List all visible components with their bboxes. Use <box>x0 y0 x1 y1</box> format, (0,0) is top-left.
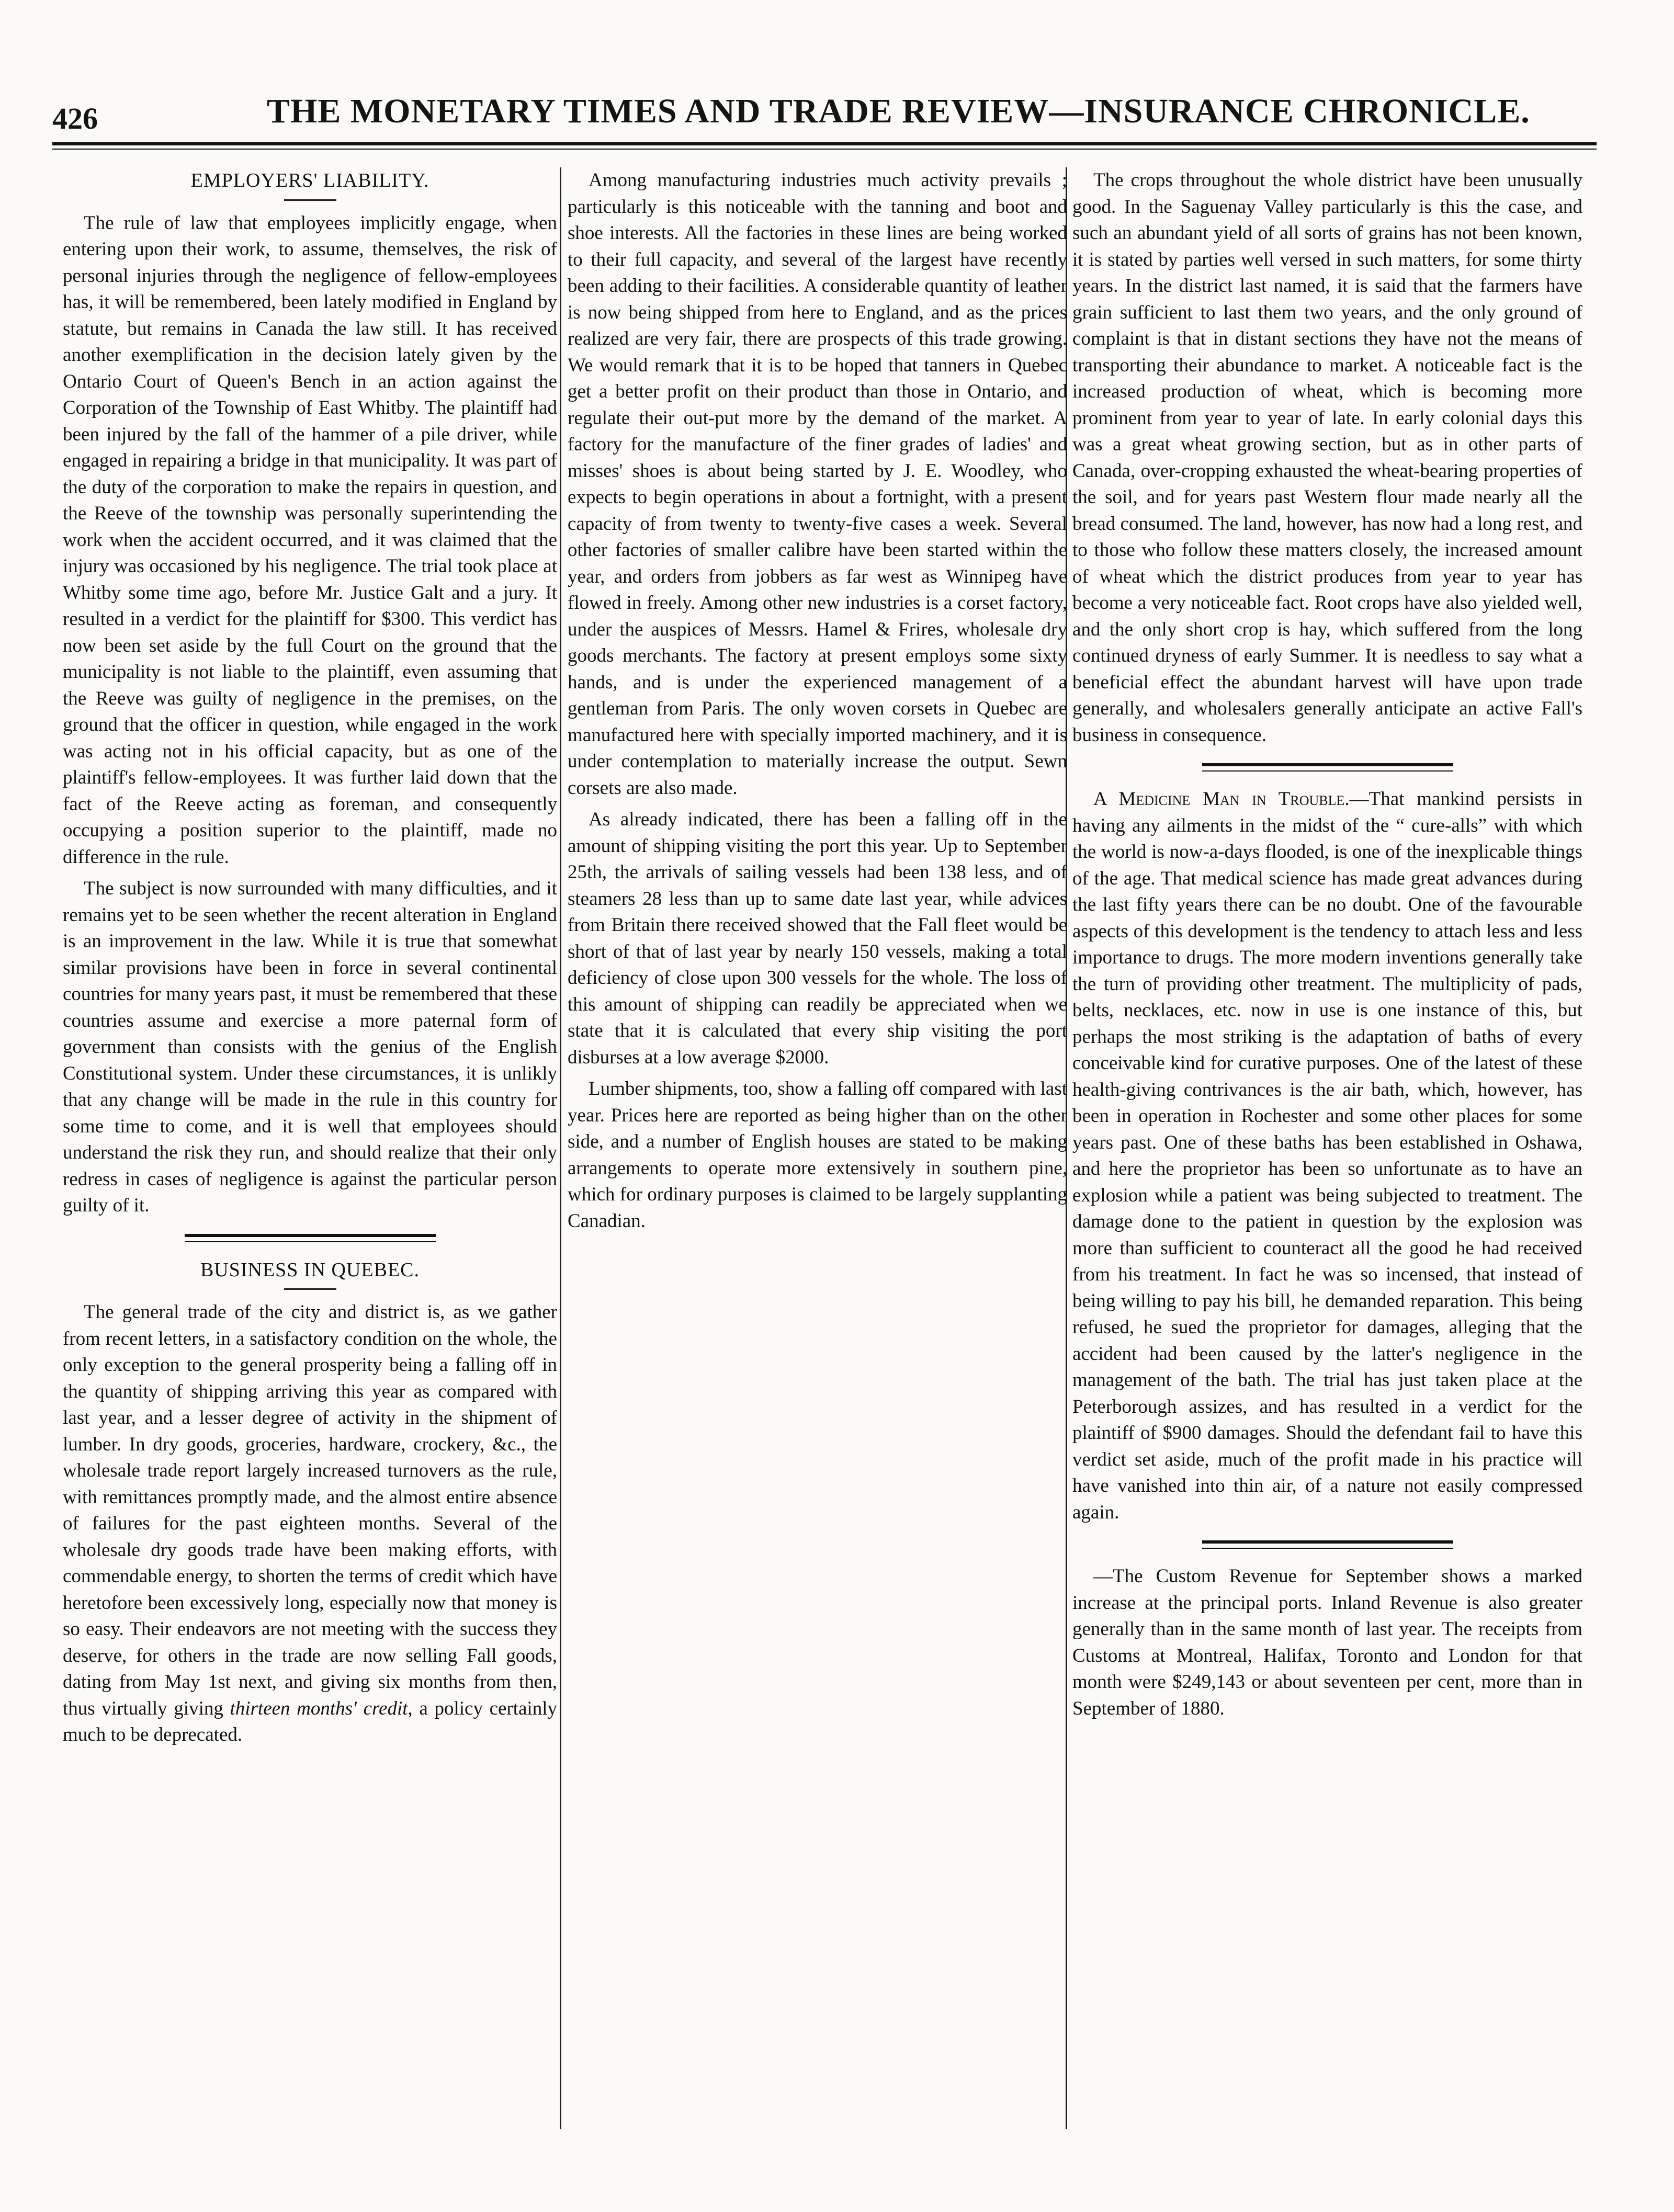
heading-rule <box>284 1288 336 1290</box>
header-rule <box>52 142 1597 150</box>
article-paragraph: Among manufacturing industries much activity prevails ; particularly is this noticeable with the tanning and boot and shoe interests. All the factories in these lines are being worked to their full capacity, and several of the largest have recently been adding to their facilities. A considerable quantity of leather is now being shipped from here to England, and as the prices realized are very fair, there are prospects of this trade growing. We would remark that it is to be hoped that tanners in Quebec get a better profit on their product than those in Ontario, and regulate their out-put more by the demand of the market. A factory for the manufacture of the finer grades of ladies' and misses' shoes is about being started by J. E. Woodley, who expects to begin operations in about a fortnight, with a present capacity of from twenty to twenty-five cases a week. Several other factories of smaller calibre have been started within the year, and orders from jobbers as far west as Winnipeg have flowed in freely. Among other new industries is a corset factory, under the auspices of Messrs. Hamel & Frires, wholesale dry goods merchants. The factory at present employs some sixty hands, and is under the experienced management of a gentleman from Paris. The only woven corsets in Quebec are manufactured here with specially imported machinery, and it is under contemplation to materially increase the output. Sewn corsets are also made. <box>568 169 1067 799</box>
article-paragraph <box>63 1299 557 1749</box>
page-header <box>52 81 1596 139</box>
column-divider <box>560 167 561 2129</box>
article-paragraph: The subject is now surrounded with many difficulties, and it remains yet to be seen whether the recent alteration in England is an improvement in the law. While it is true that somewhat similar provisions have been in force in several continental countries for many years past, it must be remembered that these countries assume and exercise a more paternal form of government than consists with the genius of the English Constitutional system. Under these circumstances, it is unlikly that any change will be made in the rule in this country for some time to come, and it is well that employees should understand the risk they run, and should realize that their only redress in cases of negligence is against the particular person guilty of it. <box>63 878 557 1216</box>
paragraph-text: —That mankind persists in having any ailments in the midst of the “ cure-alls” with which the world is now-a-days flooded, is one of the inexplicable things of the age. That medical science has made great advances during the last fifty years there can be no doubt. One of the favourable aspects of this development is the tendency to attach less and less importance to drugs. The more modern inventions generally take the turn of providing other treatment. The multiplicity of pads, belts, necklaces, etc. now in use is one instance of this, but perhaps the most striking is the adaptation of baths of every conceivable kind for curative purposes. One of the latest of these health-giving contrivances is the air bath, which, however, has been in operation in Rochester and some other places for some years past. One of these baths has been established in Oshawa, and here the proprietor has been so unfortunate as to have an explosion while a patient was being subjected to treatment. The damage done to the patient in question by the explosion was more than sufficient to counteract all the good he had received from his treatment. In fact he was so incensed, that instead of being willing to pay his bill, he demanded reparation. This being refused, he sued the proprietor for damages, alleging that the accident had been caused by the latter's negligence in the management of the bath. The trial has just taken place at the Peterborough assizes, and has resulted in a verdict for the plaintiff of $900 damages. Should the defendant fail to have this verdict set aside, much of the profit made in his practice will have vanished into thin air, of a nature not easily compressed again. <box>1072 788 1582 1523</box>
italic-phrase: thirteen months' credit <box>230 1697 408 1719</box>
page-number: 426 <box>52 101 98 135</box>
heading-rule <box>284 199 336 201</box>
section-divider <box>185 1234 436 1242</box>
running-title: THE MONETARY TIMES AND TRADE REVIEW—INSURANCE CHRONICLE. <box>267 92 1530 130</box>
paragraph-text: The general trade of the city and district is, as we gather from recent letters, in a satisfactory condition on the whole, the only exception to the general prosperity being a falling off in the quantity of shipping arriving this year as compared with last year, and a lesser degree of activity in the shipment of lumber. In dry goods, groceries, hardware, crockery, &c., the wholesale trade report largely increased turnovers as the rule, with remittances promptly made, and the almost entire absence of failures for the past eighteen months. Several of the wholesale dry goods trade have been making efforts, with commendable energy, to shorten the terms of credit which have heretofore been excessively long, especially now that money is so easy. Their endeavors are not meeting with the success they deserve, for others in the trade are now selling Fall goods, dating from May 1st next, and giving six months from then, thus virtually giving <box>63 1301 557 1719</box>
article-paragraph: As already indicated, there has been a falling off in the amount of shipping visiting the port this year. Up to September 25th, the arrivals of sailing vessels had been 138 less, and of steamers 28 less than up to same date last year, while advices from Britain there received showed that the Fall fleet would be short of that of last year by nearly 150 vessels, making a total deficiency of close upon 300 vessels for the whole. The loss of this amount of shipping can readily be appreciated when we state that it is calculated that every ship visiting the port disburses at a low average $2000. <box>568 809 1067 1068</box>
column-3 <box>1072 167 1582 2155</box>
run-in-heading: A Medicine Man in Trouble. <box>1093 788 1350 810</box>
article-paragraph: The rule of law that employees implicitly engage, when entering upon their work, to assume, themselves, the risk of personal injuries through the negligence of fellow-employees has, it will be remembered, been lately modified in England by statute, but remains in Canada the law still. It has received another exemplification in the decision lately given by the Ontario Court of Queen's Bench in an action against the Corporation of the Township of East Whitby. The plaintiff had been injured by the fall of the hammer of a pile driver, while engaged in repairing a bridge in that municipality. It was part of the duty of the corporation to make the repairs in question, and the Reeve of the township was personally superintending the work when the accident occurred, and it was claimed that the injury was occasioned by his negligence. The trial took place at Whitby some time ago, before Mr. Justice Galt and a jury. It resulted in a verdict for the plaintiff for $300. This verdict has now been set aside by the full Court on the ground that the municipality is not liable to the plaintiff, even assuming that the Reeve was guilty of negligence in the premises, on the ground that the officer in question, while engaged in the work was acting not in his official capacity, but as one of the plaintiff's fellow-employees. It was further laid down that the fact of the Reeve acting as foreman, and consequently occupying a position superior to the plaintiff, made no difference in the rule. <box>63 212 557 868</box>
column-2 <box>568 167 1067 2155</box>
section-divider <box>1202 763 1453 772</box>
article-heading: EMPLOYERS' LIABILITY. <box>190 169 429 191</box>
section-divider <box>1202 1540 1453 1549</box>
article-heading: BUSINESS IN QUEBEC. <box>200 1258 420 1281</box>
article-paragraph <box>1072 786 1582 1526</box>
column-1 <box>63 167 557 2155</box>
article-paragraph: The crops throughout the whole district have been unusually good. In the Saguenay Valley particularly is this the case, and such an abundant yield of all sorts of grains has not been known, it is stated by parties well versed in such matters, for some thirty years. In the district last named, it is said that the farmers have grain sufficient to last them two years, and the only ground of complaint is that in distant sections they have not the means of transporting their abundance to market. A noticeable fact is the increased production of wheat, which is becoming more prominent from year to year of late. In early colonial days this was a great wheat growing section, but as in other parts of Canada, over-cropping exhausted the wheat-bearing properties of the soil, and for years past Western flour made nearly all the bread consumed. The land, however, has now had a long rest, and to those who follow these matters closely, the increased amount of wheat which the district produces from year to year has become a very noticeable fact. Root crops have also yielded well, and the only short crop is hay, which suffered from the long continued dryness of early Summer. It is needless to say what a beneficial effect the abundant harvest will have upon trade generally, and wholesalers generally anticipate an active Fall's business in consequence. <box>1072 169 1582 746</box>
article-paragraph: Lumber shipments, too, show a falling off compared with last year. Prices here are reported as being higher than on the other side, and a number of English houses are stated to be making arrangements to operate more extensively in southern pine, which for ordinary purposes is claimed to be largely supplanting Canadian. <box>568 1078 1067 1232</box>
paragraph-text: , a policy certainly much to be deprecated. <box>63 1697 557 1745</box>
article-paragraph: —The Custom Revenue for September shows a marked increase at the principal ports. Inland Revenue is also greater generally than in the same month of last year. The receipts from Customs at Montreal, Halifax, Toronto and London for that month were $249,143 or about seventeen per cent, more than in September of 1880. <box>1072 1566 1582 1719</box>
